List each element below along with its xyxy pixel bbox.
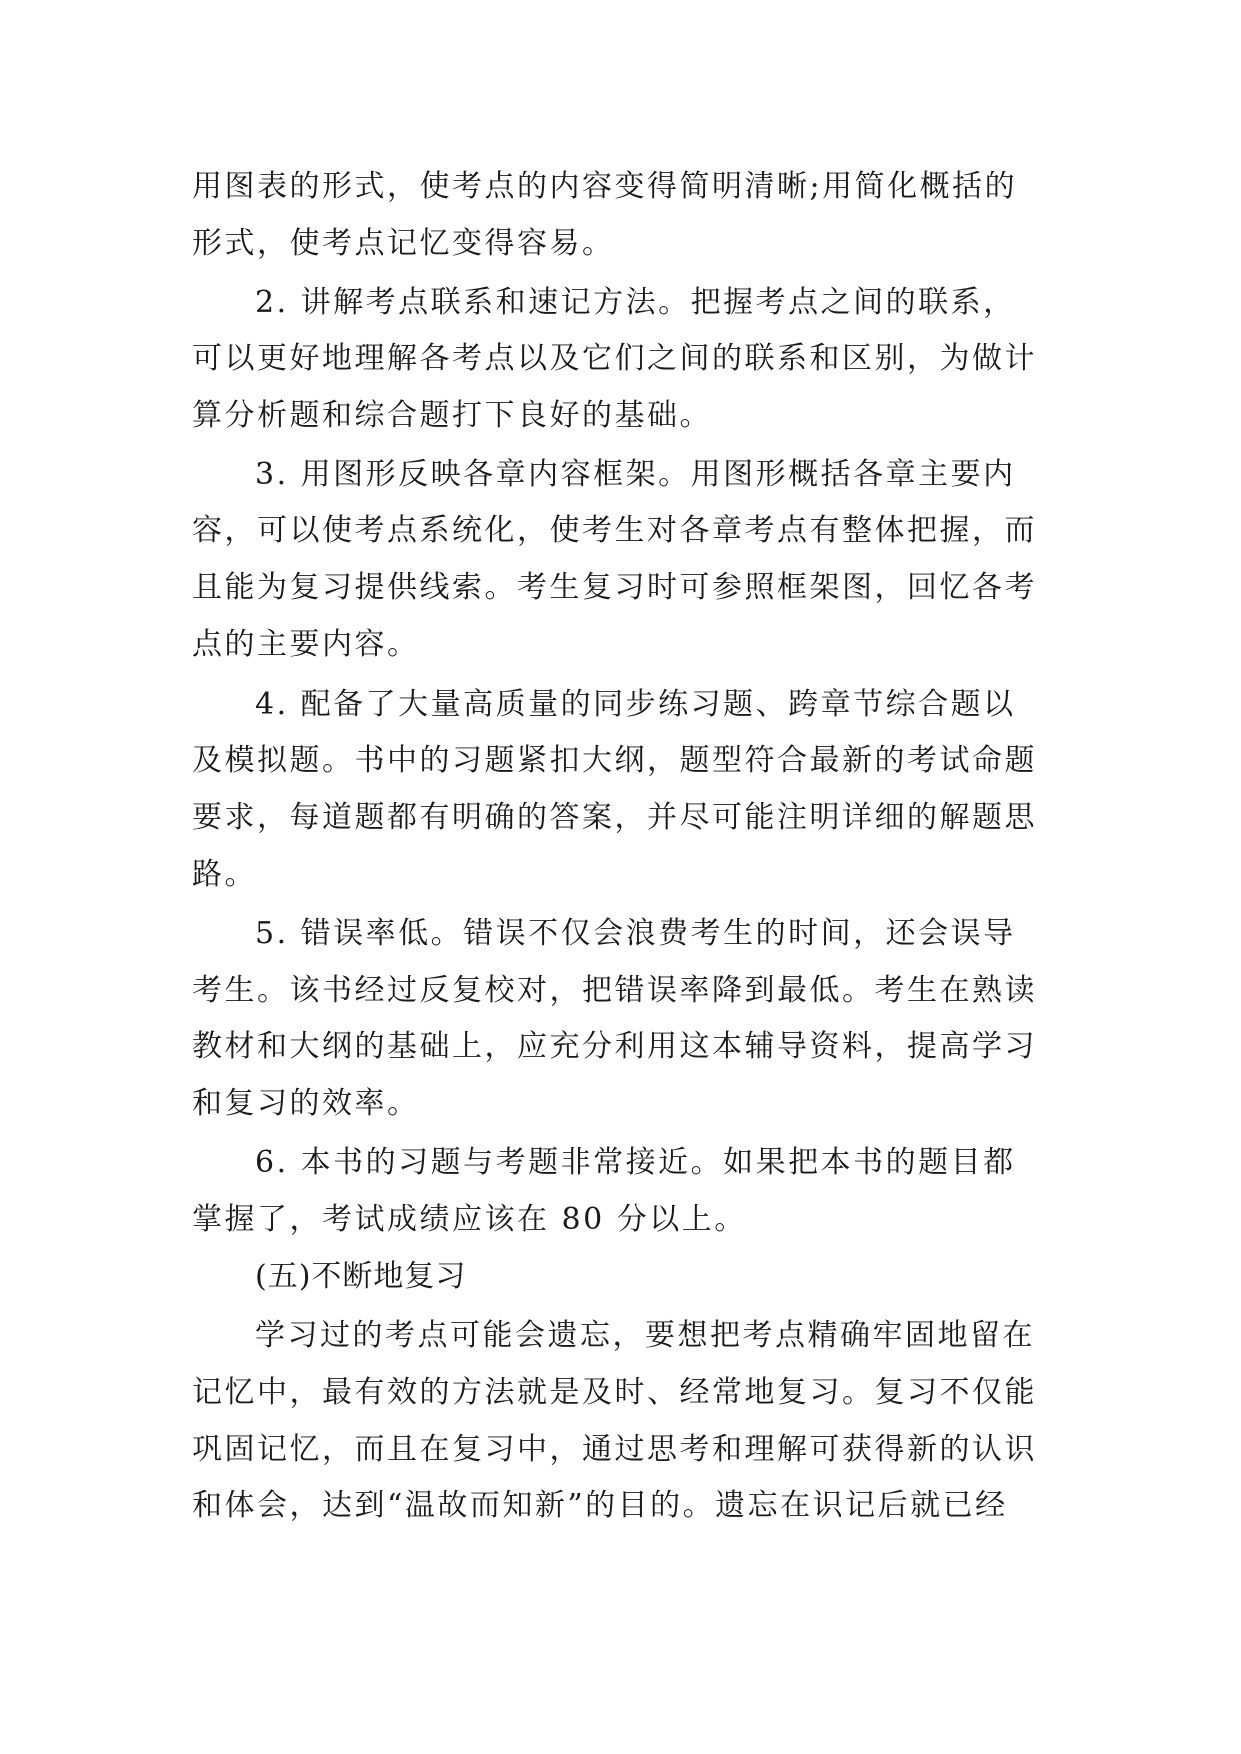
text-line: 记忆中，最有效的方法就是及时、经常地复习。复习不仅能	[192, 1375, 1037, 1410]
text-line: 5. 错误率低。错误不仅会浪费考生的时间，还会误导	[255, 916, 1016, 951]
text-line: 3. 用图形反映各章内容框架。用图形概括各章主要内	[255, 457, 1016, 492]
text-line: 巩固记忆，而且在复习中，通过思考和理解可获得新的认识	[192, 1432, 1037, 1467]
text-line: 和复习的效率。	[192, 1086, 420, 1121]
text-line: 掌握了，考试成绩应该在 80 分以上。	[192, 1202, 747, 1237]
text-line: 用图表的形式，使考点的内容变得简明清晰;用简化概括的	[192, 169, 1018, 204]
text-line: 6. 本书的习题与考题非常接近。如果把本书的题目都	[255, 1145, 1016, 1180]
text-line: 及模拟题。书中的习题紧扣大纲，题型符合最新的考试命题	[192, 743, 1037, 778]
text-line: 和体会，达到“温故而知新”的目的。遗忘在识记后就已经	[192, 1488, 1008, 1523]
section-heading: (五)不断地复习	[255, 1259, 467, 1294]
text-line: 且能为复习提供线索。考生复习时可参照框架图，回忆各考	[192, 570, 1037, 605]
text-line: 点的主要内容。	[192, 627, 420, 662]
text-line: 算分析题和综合题打下良好的基础。	[192, 398, 712, 433]
text-line: 考生。该书经过反复校对，把错误率降到最低。考生在熟读	[192, 973, 1037, 1008]
text-line: 形式，使考点记忆变得容易。	[192, 226, 615, 261]
text-line: 2. 讲解考点联系和速记方法。把握考点之间的联系，	[255, 285, 1016, 320]
text-line: 要求，每道题都有明确的答案，并尽可能注明详细的解题思	[192, 800, 1037, 835]
text-line: 路。	[192, 857, 257, 892]
text-line: 教材和大纲的基础上，应充分利用这本辅导资料，提高学习	[192, 1029, 1037, 1064]
text-line: 学习过的考点可能会遗忘，要想把考点精确牢固地留在	[255, 1318, 1035, 1353]
text-line: 4. 配备了大量高质量的同步练习题、跨章节综合题以	[255, 687, 1016, 722]
text-line: 容，可以使考点系统化，使考生对各章考点有整体把握，而	[192, 513, 1037, 548]
text-line: 可以更好地理解各考点以及它们之间的联系和区别，为做计	[192, 341, 1037, 376]
